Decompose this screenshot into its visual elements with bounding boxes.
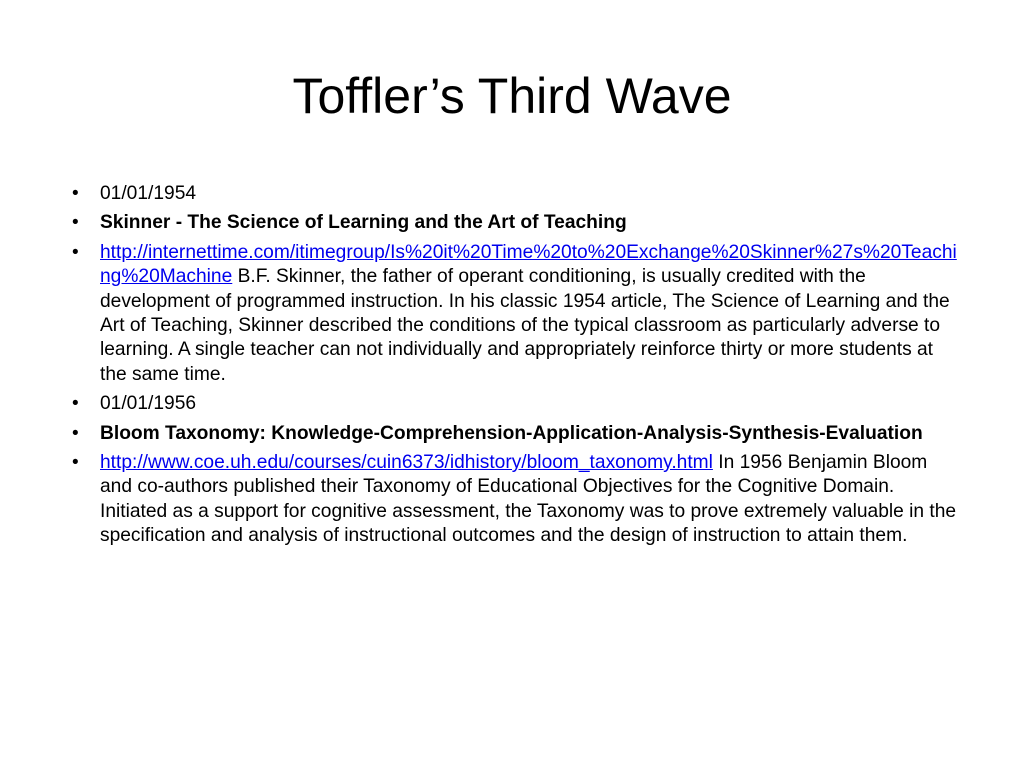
bullet-icon: • bbox=[72, 183, 79, 204]
bullet-list bbox=[72, 182, 962, 549]
slide-title: Toffler’s Third Wave bbox=[292, 68, 732, 124]
bullet-icon: • bbox=[72, 241, 79, 263]
bullet-icon: • bbox=[72, 212, 79, 234]
list-item bbox=[72, 451, 962, 549]
list-item bbox=[72, 182, 962, 206]
bullet-icon: • bbox=[72, 393, 79, 415]
list-item bbox=[72, 422, 962, 446]
slide-content bbox=[72, 182, 962, 554]
date-text: 01/01/1956 bbox=[100, 393, 197, 415]
description-text: In 1956 Benjamin Bloom and co-authors published their Taxonomy of Educational Objectives for the Cognitive Domain. Initiated as a support for cognitive assessment, the Taxonomy was to prove extremely valuable in the specification and analysis of instructional outcomes and the design of instruction to attain them. bbox=[100, 452, 957, 547]
list-item bbox=[72, 211, 962, 235]
description-text: B.F. Skinner, the father of operant conditioning, is usually credited with the development of programmed instruction. In his classic 1954 article, The Science of Learning and the Art of Teaching, Skinner described the conditions of the typical classroom as particularly adverse to learning. A single teacher can not individually and appropriately reinforce thirty or more students at the same time. bbox=[100, 266, 950, 385]
skinner-article-link[interactable]: http://internettime.com/itimegroup/Is%20it%20Time%20to%20Exchange%20Skinner%27s%20Teaching%20Machine bbox=[100, 241, 957, 288]
list-item bbox=[72, 392, 962, 416]
heading-text: Skinner - The Science of Learning and the Art of Teaching bbox=[100, 212, 627, 234]
list-item bbox=[72, 241, 962, 387]
bullet-icon: • bbox=[72, 422, 79, 444]
heading-text: Bloom Taxonomy: Knowledge-Comprehension-Application-Analysis-Synthesis-Evaluation bbox=[100, 422, 923, 444]
date-text: 01/01/1954 bbox=[100, 183, 197, 204]
bloom-taxonomy-link[interactable]: http://www.coe.uh.edu/courses/cuin6373/idhistory/bloom_taxonomy.html bbox=[100, 452, 713, 474]
bullet-icon: • bbox=[72, 452, 79, 474]
